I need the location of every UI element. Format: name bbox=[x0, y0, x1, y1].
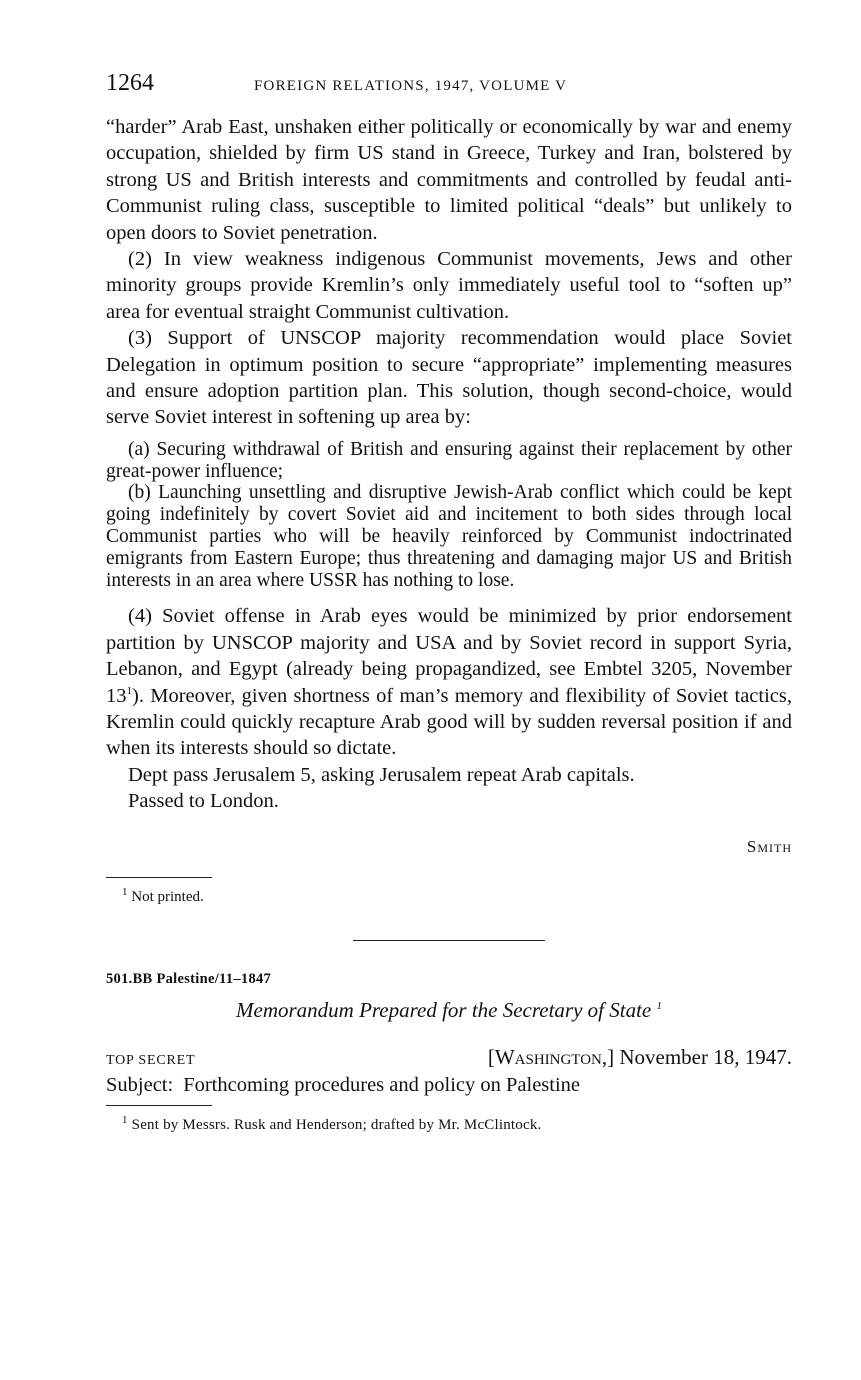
place: [Washington,] bbox=[487, 1044, 615, 1069]
page-header bbox=[106, 70, 792, 104]
date: November 18, 1947. bbox=[619, 1044, 792, 1069]
paragraph-4-text-b: ). Moreover, given shortness of man’s memory and flexibility of Soviet tactics, Kremlin could quickly recapture Arab good will by sudden reversal position if and when its interests should so dictate. bbox=[106, 684, 792, 760]
paragraph-6: Passed to London. bbox=[128, 790, 279, 813]
document-page bbox=[106, 70, 792, 1134]
footnote-1 bbox=[122, 885, 792, 906]
subject-label: Subject: bbox=[106, 1073, 174, 1096]
footnote-divider-2 bbox=[106, 1105, 212, 1106]
subject-line bbox=[106, 1074, 792, 1097]
file-reference: 501.BB Palestine/11–1847 bbox=[106, 970, 272, 987]
footnote-2 bbox=[122, 1113, 792, 1134]
paragraph-3: (3) Support of UNSCOP majority recommendation would place Soviet Delegation in optimum position to secure “appropriate” implementing measures and ensure adoption partition plan. This solution, though second-choice, would serve Soviet interest in softening up area by: bbox=[106, 327, 792, 429]
footnote-2-text: Sent by Messrs. Rusk and Henderson; drafted by Mr. McClintock. bbox=[131, 1116, 542, 1133]
footnote-divider bbox=[106, 877, 212, 878]
paragraph-2: (2) In view weakness indigenous Communist movements, Jews and other minority groups provide Kremlin’s only immediately useful tool to “soften up” area for eventual straight Communist cultivation. bbox=[106, 248, 792, 323]
classification-label: TOP SECRET bbox=[106, 1052, 196, 1068]
page-number: 1264 bbox=[106, 70, 154, 96]
document-separator bbox=[353, 940, 545, 941]
date-place bbox=[488, 1045, 792, 1070]
document-title bbox=[106, 998, 792, 1023]
subject-text: Forthcoming procedures and policy on Palestine bbox=[183, 1073, 581, 1096]
footnote-ref-1[interactable]: 1 bbox=[126, 684, 132, 697]
paragraph-continued: “harder” Arab East, unshaken either politically or economically by war and enemy occupation, shielded by firm US stand in Greece, Turkey and Iran, bolstered by strong US and British interests and commitments and controlled by feudal anti-Communist ruling class, susceptible to limited political “deals” but unlikely to open doors to Soviet penetration. bbox=[106, 116, 792, 244]
document-title-text: Memorandum Prepared for the Secretary of State bbox=[236, 997, 652, 1022]
signature: Smith bbox=[746, 836, 792, 856]
dateline bbox=[106, 1045, 792, 1070]
paragraph-4-text-a: (4) Soviet offense in Arab eyes would be minimized by prior endorsement partition by UNSCOP majority and USA and by Soviet record in support Syria, Lebanon, and Egypt (already being propagandized, see Embtel 3205, November 13 bbox=[106, 605, 792, 707]
sub-point-b: (b) Launching unsettling and disruptive Jewish-Arab conflict which could be kept going indefinitely by covert Soviet aid and incitement to both sides through local Communist parties who will be heavily reinforced by Communist indoctrinated emigrants from Eastern Europe; thus threatening and damaging major US and British interests in an area where USSR has nothing to lose. bbox=[106, 482, 792, 591]
title-footnote-ref[interactable]: 1 bbox=[656, 999, 662, 1012]
sub-point-a: (a) Securing withdrawal of British and ensuring against their replacement by other great-power influence; bbox=[106, 438, 792, 482]
paragraph-4 bbox=[106, 603, 792, 761]
running-head: FOREIGN RELATIONS, 1947, VOLUME V bbox=[254, 78, 568, 94]
footnote-1-text: Not printed. bbox=[131, 888, 204, 905]
footnote-2-mark: 1 bbox=[122, 1113, 128, 1126]
footnote-1-mark: 1 bbox=[122, 885, 128, 898]
sub-points bbox=[106, 439, 792, 592]
paragraph-5: Dept pass Jerusalem 5, asking Jerusalem repeat Arab capitals. bbox=[128, 763, 635, 786]
